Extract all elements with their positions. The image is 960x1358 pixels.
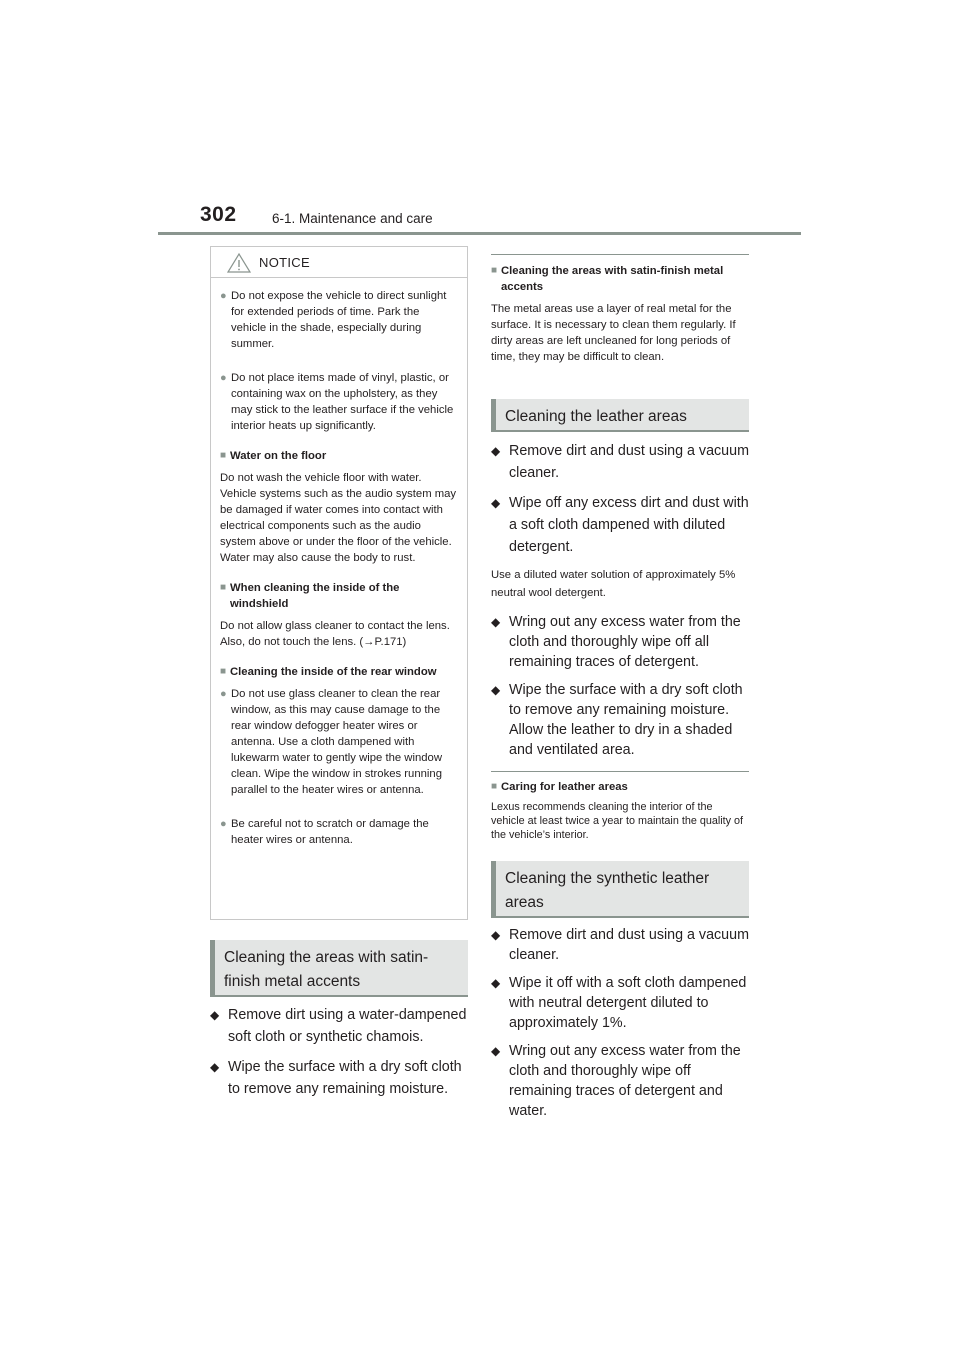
list-item: ◆ Remove dirt and dust using a vacuum cleaner. [491, 440, 749, 484]
bullet-icon: ● [220, 818, 227, 830]
section-title: 6-1. Maintenance and care [272, 211, 433, 226]
heading-synthetic-leather: Cleaning the synthetic leather areas [491, 861, 749, 918]
satin-note [491, 254, 749, 365]
notice-bullet: ● Be careful not to scratch or damage the heater wires or antenna. [220, 818, 429, 846]
square-bullet-icon: ■ [220, 582, 227, 593]
list-item: ◆ Wipe off any excess dirt and dust with a soft cloth dampened with diluted detergent. [491, 492, 749, 558]
diamond-bullet-icon: ◆ [491, 1044, 501, 1058]
diamond-bullet-icon: ◆ [491, 444, 501, 458]
notice-body [211, 278, 467, 848]
subheading-satin-note: ■ Cleaning the areas with satin-finish metal accents [491, 265, 724, 293]
list-item: ◆ Remove dirt and dust using a vacuum cleaner. [491, 927, 749, 963]
notice-bullet: ● Do not place items made of vinyl, plastic, or containing wax on the upholstery, as they may stick to the leather surface if the vehicle interior heats up significantly. [220, 372, 454, 432]
notice-box [210, 246, 468, 920]
subheading-windshield: ■ When cleaning the inside of the windshield [220, 582, 400, 610]
notice-title: NOTICE [259, 255, 310, 270]
bullet-icon: ● [220, 372, 227, 384]
notice-bullet: ● Do not use glass cleaner to clean the rear window, as this may cause damage to the rear window defogger heater wires or antenna. Use a cloth dampened with lukewarm water to gently wipe the window clean. Wipe the window in strokes running parallel to the heater wires or antenna. [220, 688, 442, 796]
square-bullet-icon: ■ [491, 265, 498, 276]
subheading-caring: ■ Caring for leather areas [491, 781, 628, 793]
heading-leather: Cleaning the leather areas [491, 399, 749, 432]
diamond-bullet-icon: ◆ [491, 928, 501, 942]
list-item: ◆ Wipe it off with a soft cloth dampened with neutral detergent diluted to approximately 1%. [491, 975, 747, 1031]
list-item: ◆ Wipe the surface with a dry soft cloth to remove any remaining moisture. Allow the leather to dry in a shaded and ventilated area. [491, 682, 743, 758]
subheading-water: ■ Water on the floor [220, 450, 327, 462]
satin-note-text: The metal areas use a layer of real metal for the surface. It is necessary to clean them regularly. If dirty areas are left uncleaned for long periods of time, they may be difficult to clean. [491, 303, 736, 363]
notice-header [211, 247, 467, 278]
diamond-bullet-icon: ◆ [491, 976, 501, 990]
list-item: ◆ Wipe the surface with a dry soft cloth to remove any remaining moisture. [210, 1056, 472, 1100]
diamond-bullet-icon: ◆ [491, 615, 501, 629]
satin-steps [210, 1004, 472, 1108]
note-divider [491, 771, 749, 772]
list-item: ◆ Wring out any excess water from the cloth and thoroughly wipe off all remaining traces of detergent. [491, 614, 741, 670]
heading-satin-finish: Cleaning the areas with satin-finish metal accents [210, 940, 468, 997]
square-bullet-icon: ■ [491, 781, 498, 792]
diamond-bullet-icon: ◆ [491, 683, 501, 697]
windshield-text: Do not allow glass cleaner to contact the lens. Also, do not touch the lens. (→P.171) [220, 620, 450, 648]
diamond-bullet-icon: ◆ [210, 1008, 220, 1022]
warning-triangle-icon [227, 253, 251, 273]
list-item: ◆ Remove dirt using a water-dampened soft cloth or synthetic chamois. [210, 1004, 472, 1048]
subheading-rear-window: ■ Cleaning the inside of the rear window [220, 666, 437, 678]
dilution-note: Use a diluted water solution of approximately 5% neutral wool detergent. [491, 569, 736, 599]
caring-note [491, 771, 749, 842]
notice-bullet: ● Do not expose the vehicle to direct sunlight for extended periods of time. Park the vehicle in the shade, especially during summer. [220, 290, 447, 350]
square-bullet-icon: ■ [220, 450, 227, 461]
bullet-icon: ● [220, 290, 227, 302]
synthetic-steps [491, 925, 749, 1129]
water-text: Do not wash the vehicle floor with water. Vehicle systems such as the audio system may be damaged if water comes into contact with electrical components such as the audio system above or under the floor of the vehicle. Water may also cause the body to rust. [220, 472, 457, 564]
header-divider [158, 232, 801, 235]
leather-steps [491, 440, 749, 768]
square-bullet-icon: ■ [220, 666, 227, 677]
list-item: ◆ Wring out any excess water from the cloth and thoroughly wipe off remaining traces of detergent and water. [491, 1043, 741, 1119]
bullet-icon: ● [220, 688, 227, 700]
diamond-bullet-icon: ◆ [210, 1060, 220, 1074]
note-divider [491, 254, 749, 255]
page-number: 302 [200, 203, 237, 226]
diamond-bullet-icon: ◆ [491, 496, 501, 510]
caring-text: Lexus recommends cleaning the interior of the vehicle at least twice a year to maintain the quality of the vehicle’s interior. [491, 801, 744, 841]
